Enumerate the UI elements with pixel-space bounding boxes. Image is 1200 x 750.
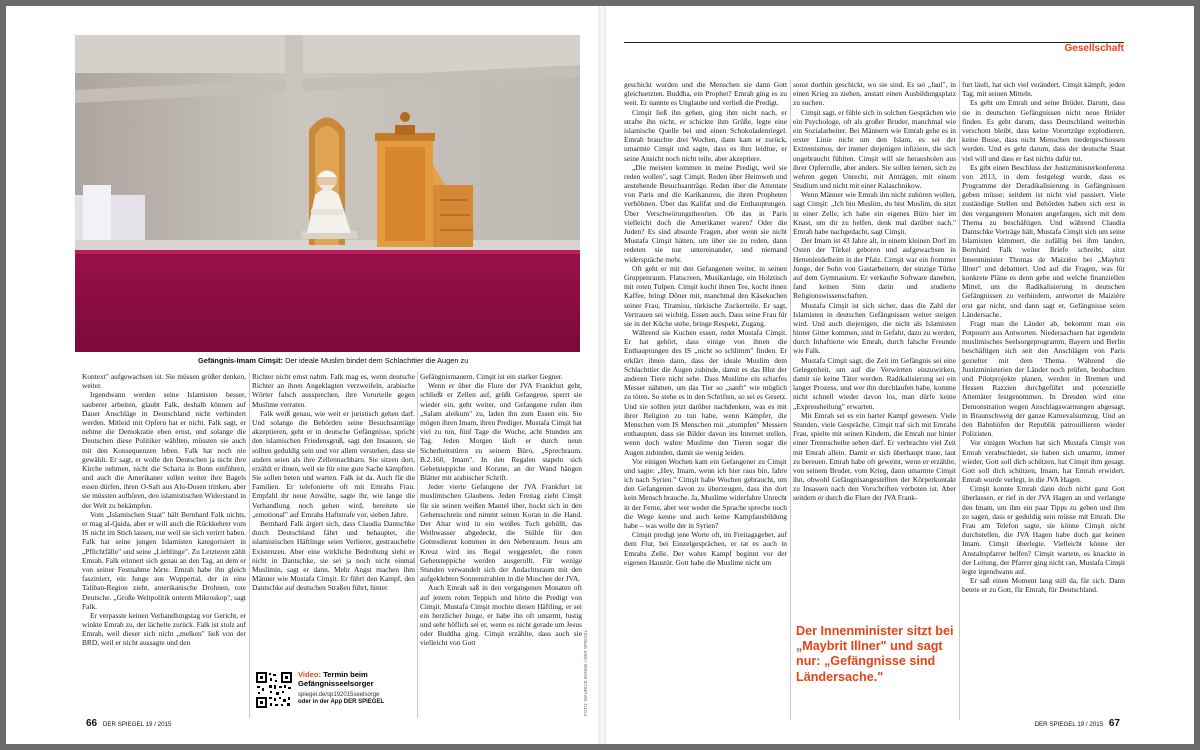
paragraph: Mit Emrah sei es ein harter Kampf gewesen. Viele Stunden, viele Gespräche. Cimşit traf sich mit Emrahs Frau, spielte mit seinen Kindern, die Emrah nur hinter einer Trennscheibe sehen darf. Er verbrachte viel Zeit mit Emrah allein. Damit er sich überhaupt traue, laut zu bereuen. Emrah habe oft geweint, wenn er erzählte, von seinem Bruder, vom Krieg, dann umarmte Cimşit ihn, obwohl Gefängnisangestellten der Körperkontakt zu Insassen nach den Vorschriften verboten ist. Aber seitdem er durch die Flure der JVA Frank-	[793, 410, 956, 503]
paragraph: Kontext" aufgewachsen ist. Sie müssen größer denken, weiter.	[82, 372, 246, 391]
paragraph: Auch Emrah saß in den vergangenen Monaten oft auf jenem roten Teppich und hörte die Predigt von Cimşit. Mustafa Cimşit mochte diesen Häftling, er sei ein herzlicher Junge, er habe ihn oft umarmt, lustig und sehr höflich sei er, wenn es nicht gerade um Jesus oder Buddha ging. Cimşit erzählte, dass auch sie vielleicht von Gott	[420, 583, 582, 648]
column-rule	[790, 80, 791, 720]
paragraph: Falk weiß genau, wie weit er juristisch gehen darf. Und solange die Behörden seine Besuchsanträge akzeptieren, geht er in deutsche Gefängnisse, spricht den islamischen Friedensgruß, sagt den Insassen, sie sollten geduldig sein und vor allem verstehen, dass sie anders seien als ihre Zellennachbarn. Sie sitzen dort, erzählt er ihnen, weil sie für eine gute Sache kämpften. Sie sollen beten und warten. Falk ist da. Auch für die Familien. Er telefonierte oft mit Emrahs Frau. Empfahl ihr neue Anwälte, sagte ihr, wie lange die Verhandlung noch gehen wird, bereitete sie „emotional" auf Emrahs Haftstrafe vor, sieben Jahre.	[252, 408, 415, 519]
paragraph: Cimşit sagt, er fühle sich in solchen Gesprächen wie ein Psychologe, oft als großer Bruder, manchmal wie ein Sozialarbeiter. Bei Männern wie Emrah gehe es in erster Linie nicht um den Islam, es sei der Extremismus, der immer diejenigen infiziere, die sich ungebraucht fühlten. Cimşit will sie herausholen aus ihrer Opferrolle, aber anders. Sie sollen lernen, sich zu wehren gegen Unrecht, mit Anträgen, mit einem Studium und nicht mit einer Kalaschnikow.	[793, 107, 956, 191]
paragraph: Mustafa Cimşit ist sich sicher, dass die Zahl der Islamisten in deutschen Gefängnissen weiter steigen wird. Und auch diejenigen, die nicht als Islamisten hinter Gitter kommen, sind in Gefahr, dazu zu werden, durch Inhaftierte wie Emrah, durch falsche Freunde wie Falk.	[793, 300, 956, 356]
video-label: Video:	[298, 670, 322, 679]
paragraph: Vor einigen Wochen hat sich Mustafa Cimşit von Emrah verabschiedet, sie haben sich umarmt, immer wieder, Gott soll dich schützen, hat Cimşit ihm gesagt. Gott soll dich schützen, Imam, hat Emrah erwidert. Emrah wurde verlegt, in die JVA Hagen.	[962, 438, 1125, 485]
paragraph: Richter nicht ernst nahm. Falk mag es, wenn deutsche Richter an ihren Angeklagten verzweifeln, arabische Wörter falsch aussprechen, ihre Vorurteile gegen Muslime verraten.	[252, 372, 415, 409]
paragraph: Vor einigen Wochen kam ein Gefangener zu Cimşit und sagte: „Hey, Imam, wenn ich hier raus bin, fahre ich nach Syrien." Cimşit habe Wochen gebraucht, um den Gefangenen davon zu überzeugen, dass ihn dort kein Mensch brauche. Ja, Muslime widerfahre Unrecht in der Ferne, aber wer weder die Sprache spreche noch die Wege kenne und auch keine Kampfausbildung habe – was wolle der in Syrien?	[624, 456, 787, 530]
paragraph: Irgendwann werden seine Islamisten besser, sauberer arbeiten, glaubt Falk, deshalb können auf Dauer Anschläge in Deutschland nicht verhindert werden. Mitleid mit Opfern hat er nicht. Falk sagt, er nehme die Demokratie eben ernst, und solange die Deutschen diese Politiker wählten, müssten sie auch mit den Konsequenzen leben. Falk hat noch nie gewählt. Er sagt, er wolle den Deutschen ja nicht ihre Kirche nehmen, nicht die Scharia in Bonn einführen, und auch die Amerikaner sollen weiter ihre Bagels essen dürfen, ihren O-Saft aus Alu-Dosen trinken, aber sie müssten aufhören, den islamistischen Widerstand in der Welt zu bekämpfen.	[82, 390, 246, 510]
prayer-room-illustration	[75, 35, 580, 352]
paragraph: Cimşit konnte Emrah dann doch nicht ganz Gott überlassen, er rief in der JVA Hagen an und verlangte den Imam, um ihm ein paar Tipps zu geben und ihm zu sagen, dass er geduldig sein müsse mit Emrah. Die Frau am Telefon sagte, sie könne Cimşit nicht durchstellen, die JVA Hagen habe doch gar keinen Imam. Cimşit überlegte. Vielleicht könne der Anstaltspfarrer helfen? Cimşit wartete, es knackte in der Leitung, der Pfarrer ging nicht ran, Mustafa Cimşit legte irgendwann auf.	[962, 484, 1125, 576]
column-rule	[417, 372, 418, 718]
paragraph: Jeder vierte Gefangene der JVA Frankfurt ist muslimischen Glaubens. Jeden Freitag zieht Cimşit für sie seinen weißen Mantel über, hockt sich in den Gebetsschrein und nimmt seinen Koran in die Hand. Der Altar wird in ein weißes Tuch gehüllt, das Weihwasser abgedeckt, die Stühle für den Gottesdienst kommen in den Nebenraum. Jesus am Kreuz wird ins Regal weggestört, die roten Gebetsteppiche werden ausgerollt. Für wenige Stunden verwandelt sich der Andachtsraum mit den aufgeklebten Sonnenstrahlen in die Moschee der JVA.	[420, 482, 582, 584]
paragraph: Wenn er über die Flure der JVA Frankfurt geht, schließt er Zellen auf, grüßt Gefangene, sperrt sie wieder ein, geht weiter, und Gefangene rufen ihm „Salam aleikum" zu, laden ihn zum Essen ein. Sie mögen ihren Imam, ihren Prediger. Mustafa Cimşit hat viel zu tun, fünf Tage die Woche, acht Stunden am Tag. Jeden Morgen läuft er durch neun Sicherheitstüren zu seinem Büro, „Sprechraum, B.2.160, Imam". In den Regalen stapeln sich Gebetsteppiche und Korane, an der Wand hängen Blätter mit arabischer Schrift.	[420, 381, 582, 483]
paragraph: Oft geht er mit den Gefangenen weiter, in seinen Gruppenraum. Flatscreen, Musikanlage, ein Holztisch mit roten Tulpen. Cimşit kocht ihnen Tee, kocht ihnen Kaffee, bringt Döner mit, manchmal den Käsekuchen seiner Frau, Tiramisu, türkische Zuckerteile. Er sagt, Vertrauen sei wichtig. Essen auch. Dass seine Frau für sie in der Küche stehe, bringe Respekt, Zugang.	[624, 263, 787, 328]
paragraph: Es geht um Emrah und seine Brüder. Darum, dass sie in deutschen Gefängnissen nicht neue Brüder finden. Es geht darum, dass Deutschland weiterhin verschont bleibt, dass keine Vorortzüge explodieren, keine Busse, dass nicht Menschen niedergeschossen werden. Und es geht darum, dass der deutsche Staat viel will und dass er fast nichts dafür tut.	[962, 98, 1125, 163]
paragraph: Der Imam ist 43 Jahre alt, in einem kleinen Dorf im Osten der Türkei geboren und aufgewachsen in Hettenleidelheim in der Pfalz. Cimşit war ein frommer Junge, der Sohn von Gastarbeitern, der einzige Türke auf dem Gymnasium. Er verkaufte Software daneben, fand keinen Sinn darin und studierte Religionswissenschaften.	[793, 236, 956, 301]
folio-left	[82, 718, 171, 729]
paragraph: „Die meisten kommen in meine Predigt, weil sie reden wollen", sagt Cimşit. Reden über Heimweh und anstehende Besuchsanträge. Reden über die Attentate von Paris und die Karikaturen, die ihren Propheten verhöhnen. Über das Kalifat und die Enthauptungen. Über Verschwörungstheorien. Ob das in Paris vielleicht doch die Amerikaner waren? Oder die Juden? Es sind absurde Fragen, aber wenn sie nicht Mustafa Cimşit hätten, um über sie zu reden, dann redeten sie nur untereinander, und niemand widerspräche mehr.	[624, 162, 787, 264]
video-app-note: oder in der App DER SPIEGEL	[298, 699, 385, 705]
paragraph: sonst dorthin geschickt, wo sie sind. Es sei „faul", in einen Krieg zu ziehen, anstatt einen Ausbildungsplatz zu suchen.	[793, 80, 956, 108]
paragraph: Mustafa Cimşit sagt, die Zeit im Gefängnis sei eine Gelegenheit, um auf die Verwirrten einzuwirken, damit sie keine Täter werden. Radikalisierung sei ein langer Prozess, und wer ihn durchlaufen habe, komme nicht schnell wieder davon los, man dürfe keine „Expressheilung" erwarten.	[793, 355, 956, 411]
photo-caption	[198, 356, 578, 366]
page-gutter	[598, 6, 606, 744]
page-number-left: 66	[86, 718, 98, 729]
paragraph: Cimşit predigt jene Worte oft, im Freitagsgebet, auf dem Flur, bei Einzelgesprächen, er tat es auch in Emrahs Zelle. Der wahre Kampf beginnt vor der eigenen Haustür. Gott habe die Muslime nicht um	[624, 530, 787, 567]
paragraph: Gefängnismauern. Cimşit ist ein starker Gegner.	[420, 372, 563, 381]
paragraph: geschickt wurden und die Menschen sie dann Gott gleichsetzten. Buddha, ein Prophet? Emrah ging es zu weit. Er nannte es Unglaube und verließ die Predigt.	[624, 80, 787, 108]
page-number-right: 67	[1108, 718, 1120, 729]
paragraph: furt läuft, hat sich viel verändert. Cimşit kämpft, jeden Tag, mit seinen Mitteln.	[962, 80, 1125, 99]
magazine-issue-right: DER SPIEGEL 19 / 2015	[1034, 721, 1104, 728]
video-title[interactable]	[298, 670, 416, 688]
folio-right	[1035, 718, 1124, 729]
paragraph: Während sie Kuchen essen, redet Mustafa Cimşit. Er hat gehört, dass einige von ihnen die Enthauptungen des IS „nicht so schlimm" finden. Er erklärt ihnen dann, dass der ideale Muslim dem Schlachttier die Augen zubinde, damit es das Blut der anderen Tiere nicht sehe. Dass Muslime ein scharfes Messer nähmen, um das Tier so „sanft" wie möglich zu töten. So stehe es in den Schriften, so sei es Gesetz. Und sie sollten jetzt darüber nachdenken, was es mit ihrer Religion zu tun habe, wenn Kämpfer, die Menschen vom IS Menschen mit „stumpfen" Messern enthaupten, dass sie Bilder davon ins Internet stellen, wenn doch wahre Muslime den Tieren sogar die Augen zubinden, damit sie wenig leiden.	[624, 328, 787, 457]
qr-code-icon[interactable]	[255, 671, 293, 709]
caption-text: Der ideale Muslim bindet dem Schlachttier die Augen zu	[285, 356, 469, 365]
column-rule	[959, 80, 960, 720]
article-column-5	[793, 80, 956, 618]
paragraph: Fragt man die Länder ab, bekommt man ein Potpourri aus Antworten. Niedersachsen hat irgendein muslimisches Seelsorgeprogramm, Bayern und Berlin beschäftigen sich seit den Anschlägen von Paris gezielter mit dem Thema. Während die Justizministerien der Länder noch prüfen, beobachten und Pilotprojekte planen, werden in Bremen und Hessen Razzien durchgeführt und potenzielle Attentäter festgenommen. In Dresden wird eine Demonstration wegen Anschlagswarnungen abgesagt, in Braunschweig der ganze Karnevalsumzug. Und an den Bahnhöfen der Republik patrouillieren wieder Polizisten.	[962, 318, 1125, 439]
video-box-text	[298, 670, 416, 706]
paragraph: Er verpasste keinen Verhandlungstag vor Gericht, er winkte Emrah zu, der lächelte zurück. Falk ist stolz auf Emrah, weil dieser sich nicht „melken" ließ von der BRD, weil er nicht aussagte und den	[82, 610, 246, 648]
mosque-photo	[75, 35, 580, 352]
paragraph: Cimşit ließ ihn gehen, ging ihm nicht nach, er strafte ihn nicht, er schickte ihm Grüße, legte eine islamische Quelle bei und einen Schokoladenriegel. Emrah brauchte drei Wochen, dann kam er zurück, umarmte Cimşit und sagte, dass es ihm leidtue, er seine Ansicht noch nicht teile, aber akzeptiere.	[624, 107, 787, 163]
article-column-4	[624, 80, 787, 722]
article-column-1	[82, 372, 246, 672]
paragraph: Bernhard Falk ärgert sich, dass Claudia Dantschke durch Deutschland fährt und behauptet, die islamistischen Häftlinge seien Verlierer, gestrauchelte Existenzen. Aber eine wirkliche Bedrohung sieht er nicht in Dantschke, sie sei ja noch nicht einmal Muslimin, sagt er dann. Mehr Angst machen ihm Männer wie Mustafa Cimşit. Er führt den Kampf, den Dantschke auf deutschen Straßen führt, hinter	[252, 519, 415, 593]
paragraph: Es gibt einen Beschluss der Justizministerkonferenz von 2013, in dem festgelegt wurde, dass es Programme der Deradikalisierung in Gefängnissen geben müsse; seitdem ist nicht viel passiert. Viele zuständige Stellen und Behörden haben sich erst in den vergangenen Monaten angefangen, sich mit dem Thema zu beschäftigen. Und während Claudia Dantschke Vorträge hält, Mustafa Cimşit sich um seine Islamisten kümmert, die zufällig bei ihm landen, Bernhard Falk weiter Briefe schreibt, sitzt Innenminister Thomas de Maizière bei „Maybrit Illner" und debattiert. Und auf die Fragen, was für konkrete Pläne es denn gebe und welche finanziellen Mittel, um die Radikalisierung in deutschen Gefängnissen zu verhindern, antwortet de Maizière erst gar nicht, und dann sagt er, Gefängnisse seien Ländersache.	[962, 162, 1125, 319]
article-column-6	[962, 80, 1125, 722]
caption-bold: Gefängnis-Imam Cimşit:	[198, 356, 284, 365]
paragraph: Er saß einen Moment lang still da, für sich. Dann betete er zu Gott, für Emrah, für Deutschland.	[962, 576, 1125, 595]
section-label: Gesellschaft	[1064, 43, 1124, 54]
article-column-3	[420, 372, 582, 722]
video-box[interactable]	[252, 670, 415, 718]
paragraph: Wenn Männer wie Emrah ihn nicht zuhören wollen, sagt Cimşit: „Ich bin Muslim, du bist Muslim, du sitzt in einer Zelle, ich habe ein eigenes Büro hier im Knast, um dir zu helfen, denk mal darüber nach." Emrah habe nachgedacht, sagt Cimşit.	[793, 190, 956, 236]
magazine-spread	[6, 6, 1194, 744]
paragraph: Vom „Islamischen Staat" hält Bernhard Falk nichts, er mag al-Qaida, aber er will auch die Rückkehrer vom IS nicht im Stich lassen, nur weil sie sich verirrt haben. Falk hat seine jungen Islamisten kategorisiert in „Pflichtfälle" und seine „Lieblinge". Zu Letzteren zählt Emrah. Falk erinnert sich genau an den Tag, an dem er von seiner Festnahme hörte. Emrah habe ihn gleich fasziniert, ein Junge aus Wuppertal, der in eine Taliban-Region zieht, amerikanische Drohnen, tote Deutsche. „Große Weltpolitik unterm Mikroskop", sagt Falk.	[82, 509, 246, 611]
video-title-text: Termin beim Gefängnisseelsorger	[298, 670, 374, 688]
header-rule	[624, 42, 1124, 43]
magazine-issue-left: DER SPIEGEL 19 / 2015	[102, 721, 172, 728]
pull-quote: Der Innenminister sitzt bei „Maybrit Illner" und sagt nur: „Gefängnisse sind Ländersache."	[796, 624, 954, 684]
column-rule	[249, 372, 250, 718]
photo-credit: FOTO: MAURICE BANNE / DER SPIEGEL	[583, 629, 588, 716]
video-url-link[interactable]: spiegel.de/sp192015seelsorge	[298, 692, 380, 698]
